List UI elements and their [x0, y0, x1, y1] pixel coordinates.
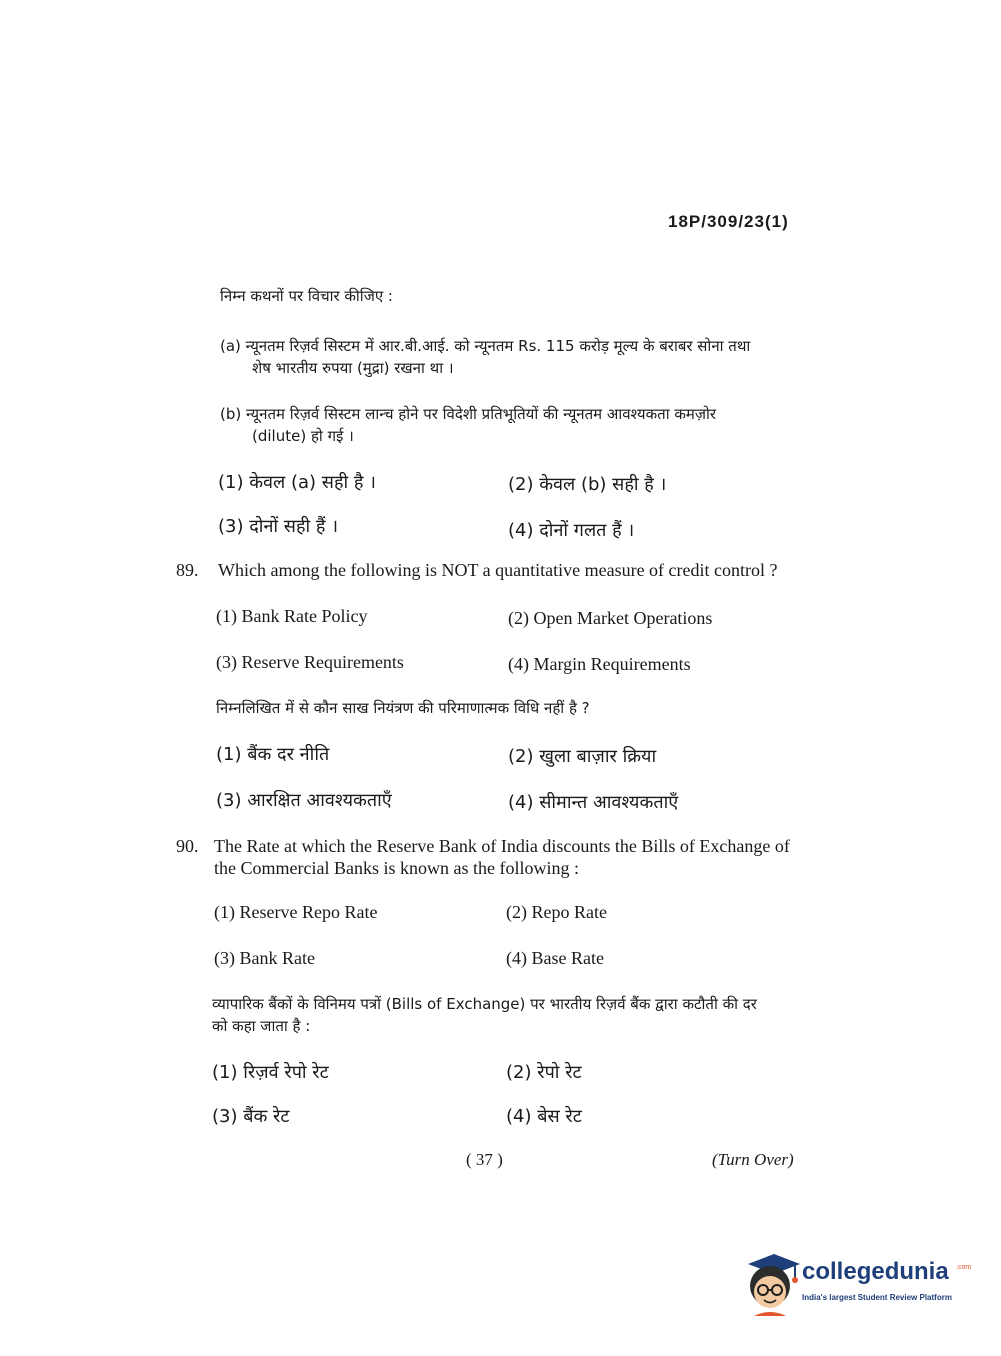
logo-tagline: India's largest Student Review Platform — [802, 1293, 952, 1302]
q90-option-4: (4) Base Rate — [506, 948, 604, 968]
q88-hindi-intro: निम्न कथनों पर विचार कीजिए : — [220, 287, 393, 305]
q90-question-line2: the Commercial Banks is known as the following : — [214, 858, 579, 878]
q89-option-2: (2) Open Market Operations — [508, 608, 713, 628]
q88-hindi-statement-b-line1: (b) न्यूनतम रिज़र्व सिस्टम लान्च होने पर विदेशी प्रतिभूतियों की न्यूनतम आवश्यकता कमज़ोर — [220, 405, 717, 423]
q89-option-4: (4) Margin Requirements — [508, 654, 691, 674]
q90-option-3: (3) Bank Rate — [214, 948, 315, 968]
q90-hindi-option-1: (1) रिज़र्व रेपो रेट — [212, 1062, 329, 1083]
q89-hindi-question: निम्नलिखित में से कौन साख नियंत्रण की परिमाणात्मक विधि नहीं है ? — [216, 699, 590, 717]
logo-brand: collegedunia — [802, 1258, 949, 1285]
q88-hindi-option-3: (3) दोनों सही हैं । — [218, 516, 339, 537]
collegedunia-logo — [744, 1250, 974, 1320]
q88-hindi-statement-a-line2: शेष भारतीय रुपया (मुद्रा) रखना था । — [252, 359, 454, 377]
logo-com: .com — [956, 1264, 972, 1271]
q90-option-2: (2) Repo Rate — [506, 902, 607, 922]
q89-hindi-option-1: (1) बैंक दर नीति — [216, 744, 330, 765]
q90-question-line1: The Rate at which the Reserve Bank of India discounts the Bills of Exchange of — [214, 836, 790, 856]
q89-question: Which among the following is NOT a quantitative measure of credit control ? — [218, 560, 778, 580]
q90-number: 90. — [176, 836, 199, 856]
paper-code: 18P/309/23(1) — [668, 212, 789, 231]
q90-hindi-line1: व्यापारिक बैंकों के विनिमय पत्रों (Bills of Exchange) पर भारतीय रिज़र्व बैंक द्वारा कटौती की दर — [212, 995, 757, 1013]
q89-hindi-option-3: (3) आरक्षित आवश्यकताएँ — [216, 790, 392, 811]
q89-hindi-option-2: (2) खुला बाज़ार क्रिया — [508, 746, 657, 767]
page-number: ( 37 ) — [466, 1150, 503, 1169]
q89-option-1: (1) Bank Rate Policy — [216, 606, 368, 626]
q88-hindi-statement-b-line2: (dilute) हो गई । — [252, 427, 354, 445]
q88-hindi-statement-a-line1: (a) न्यूनतम रिज़र्व सिस्टम में आर.बी.आई. को न्यूनतम Rs. 115 करोड़ मूल्य के बराबर सोना तथा — [220, 337, 751, 355]
q88-hindi-option-1: (1) केवल (a) सही है । — [218, 472, 376, 493]
q89-hindi-option-4: (4) सीमान्त आवश्यकताएँ — [508, 792, 679, 813]
turn-over-note: (Turn Over) — [712, 1150, 794, 1169]
q88-hindi-option-2: (2) केवल (b) सही है । — [508, 474, 667, 495]
mascot-icon — [744, 1250, 800, 1320]
q89-option-3: (3) Reserve Requirements — [216, 652, 404, 672]
q90-option-1: (1) Reserve Repo Rate — [214, 902, 378, 922]
q90-hindi-option-4: (4) बेस रेट — [506, 1106, 582, 1127]
q89-number: 89. — [176, 560, 199, 580]
q88-hindi-option-4: (4) दोनों गलत हैं । — [508, 520, 635, 541]
q90-hindi-line2: को कहा जाता है : — [212, 1017, 311, 1035]
q90-hindi-option-2: (2) रेपो रेट — [506, 1062, 582, 1083]
q90-hindi-option-3: (3) बैंक रेट — [212, 1106, 290, 1127]
